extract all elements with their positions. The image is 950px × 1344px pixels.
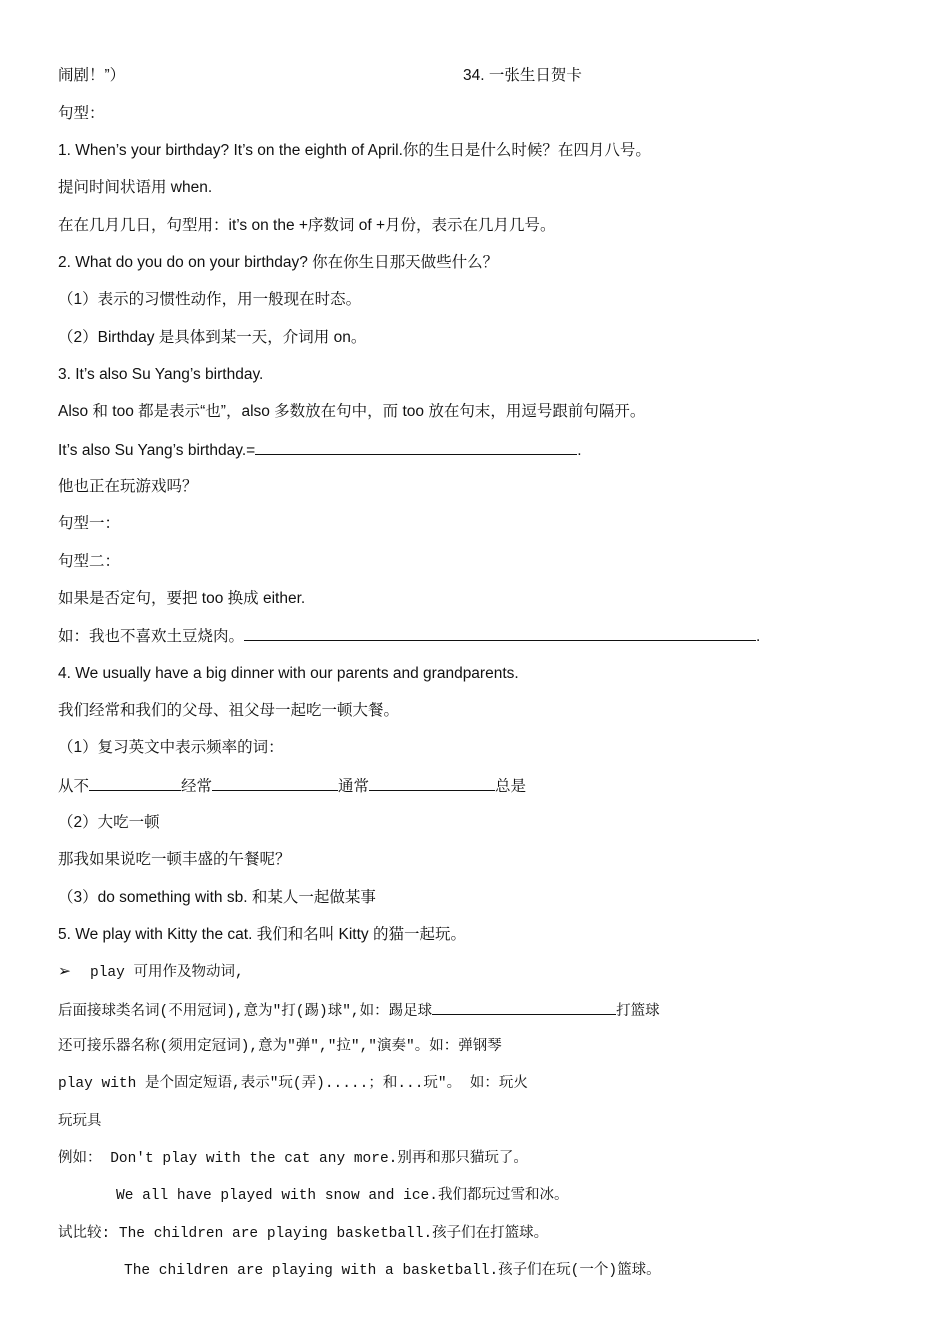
text-line: （2）Birthday 是具体到某一天，介词用 on。 bbox=[58, 329, 367, 346]
arrow-bullet-icon: ➢ bbox=[58, 963, 71, 980]
text-line: 闹剧！”） bbox=[58, 67, 126, 84]
text-line: （2）大吃一顿 bbox=[58, 814, 160, 831]
text-segment: It’s also Su Yang’s birthday.= bbox=[58, 442, 256, 459]
text-segment: . bbox=[756, 628, 761, 645]
text-line: （1）复习英文中表示频率的词： bbox=[58, 739, 284, 756]
text-segment: 总是 bbox=[495, 778, 527, 795]
text-line: 玩玩具 bbox=[58, 1114, 102, 1130]
text-line: 句型： bbox=[58, 105, 105, 122]
text-line: Also 和 too 都是表示“也”，also 多数放在句中，而 too 放在句末，用逗号跟前句隔开。 bbox=[58, 403, 646, 420]
frequency-fill-line bbox=[58, 776, 526, 797]
text-line: 3. It’s also Su Yang’s birthday. bbox=[58, 366, 264, 383]
comparison-line: The children are playing with a basketball.孩子们在玩(一个)篮球。 bbox=[124, 1263, 661, 1279]
text-segment: 如：我也不喜欢土豆烧肉。 bbox=[58, 628, 245, 645]
text-line: 如果是否定句，要把 too 换成 either. bbox=[58, 590, 306, 607]
text-segment: 经常 bbox=[181, 778, 213, 795]
answer-blank[interactable] bbox=[369, 776, 495, 791]
text-line: 2. What do you do on your birthday? 你在你生日那天做些什么？ bbox=[58, 254, 499, 271]
text-line: 在在几月几日，句型用：it’s on the +序数词 of +月份，表示在几月几号。 bbox=[58, 217, 556, 234]
example-line: We all have played with snow and ice.我们都玩过雪和冰。 bbox=[116, 1188, 569, 1204]
text-segment: 打篮球 bbox=[616, 1004, 660, 1020]
answer-blank[interactable] bbox=[432, 1000, 616, 1015]
text-line: 句型二： bbox=[58, 553, 121, 570]
fill-in-line bbox=[58, 626, 760, 647]
text-line: 1. When’s your birthday? It’s on the eighth of April.你的生日是什么时候？在四月八号。 bbox=[58, 142, 651, 159]
bullet-line bbox=[58, 962, 244, 983]
fill-in-line bbox=[58, 1000, 660, 1022]
text-line: 还可接乐器名称(须用定冠词),意为"弹","拉","演奏"。如：弹钢琴 bbox=[58, 1039, 502, 1055]
text-segment: 后面接球类名词(不用冠词),意为"打(踢)球",如：踢足球 bbox=[58, 1004, 433, 1020]
fill-in-line bbox=[58, 440, 582, 461]
text-line: 那我如果说吃一顿丰盛的午餐呢？ bbox=[58, 851, 291, 868]
comparison-line: 试比较: The children are playing basketball.孩子们在打篮球。 bbox=[58, 1226, 549, 1242]
text-line: 他也正在玩游戏吗？ bbox=[58, 478, 198, 495]
answer-blank[interactable] bbox=[255, 440, 577, 455]
text-line: 我们经常和我们的父母、祖父母一起吃一顿大餐。 bbox=[58, 702, 400, 719]
text-segment: 通常 bbox=[338, 778, 370, 795]
text-line: 5. We play with Kitty the cat. 我们和名叫 Kitty 的猫一起玩。 bbox=[58, 926, 466, 943]
lesson-heading: 34. 一张生日贺卡 bbox=[463, 67, 582, 84]
answer-blank[interactable] bbox=[89, 776, 181, 791]
answer-blank[interactable] bbox=[212, 776, 338, 791]
text-line: 4. We usually have a big dinner with our parents and grandparents. bbox=[58, 665, 519, 682]
answer-blank[interactable] bbox=[244, 626, 756, 641]
text-segment: 从不 bbox=[58, 778, 90, 795]
text-segment: . bbox=[577, 442, 582, 459]
text-line: （1）表示的习惯性动作，用一般现在时态。 bbox=[58, 291, 362, 308]
text-line: 句型一： bbox=[58, 515, 121, 532]
text-line: 提问时间状语用 when. bbox=[58, 179, 213, 196]
text-segment: play 可用作及物动词, bbox=[90, 965, 244, 981]
example-line: 例如： Don't play with the cat any more.别再和那只猫玩了。 bbox=[58, 1151, 528, 1167]
text-line: play with 是个固定短语,表示"玩(弄).....；和...玩"。 如：玩火 bbox=[58, 1076, 528, 1092]
text-line: （3）do something with sb. 和某人一起做某事 bbox=[58, 889, 376, 906]
